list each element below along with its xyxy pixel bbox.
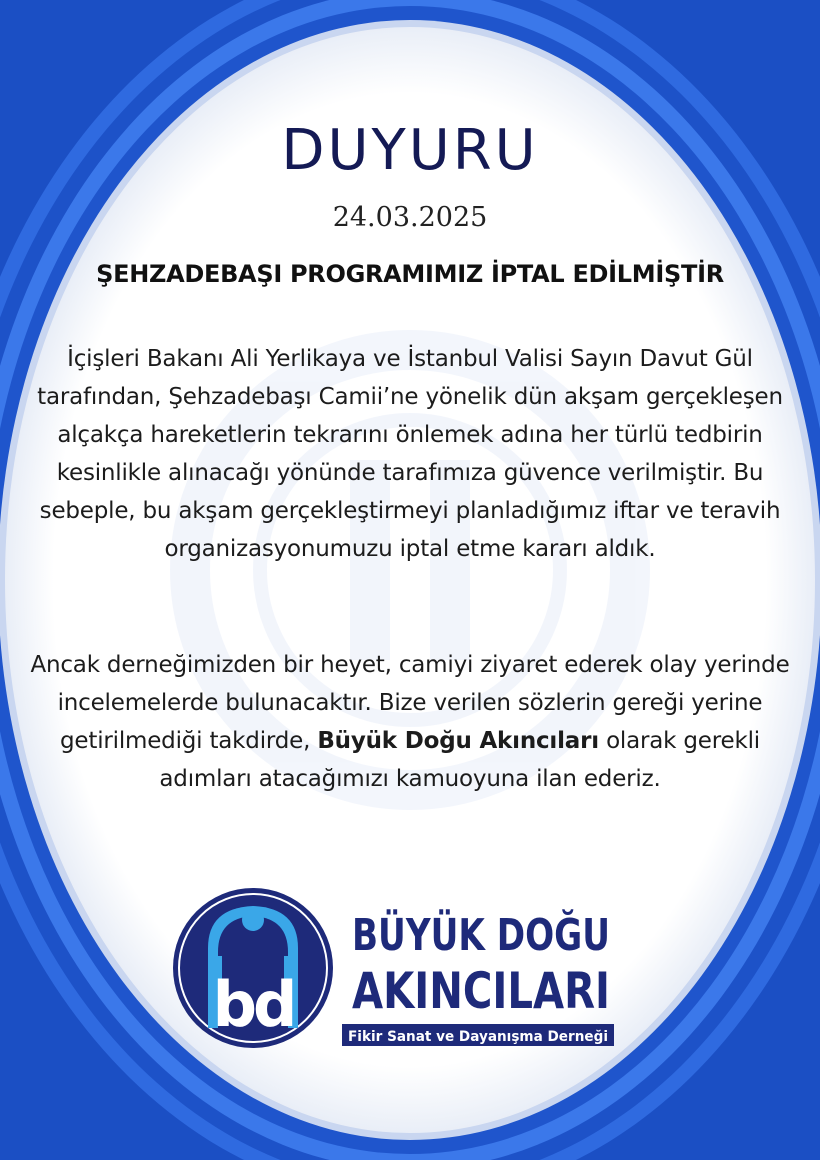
paragraph-2-text-start: Ancak derneğimizden bir heyet, camiyi ziyaret ederek olay yerinde incelemelerde bulunacaktır. Bize verilen sözlerin gereği yerine getirilmediği takdirde, [30,652,790,754]
paragraph-1: İçişleri Bakanı Ali Yerlikaya ve İstanbul Valisi Sayın Davut Gül tarafından, Şehzadebaşı Camii’ne yönelik dün akşam gerçekleşen alçakça hareketlerin tekrarını önlemek adına her türlü tedbirin kesinlikle alınacağı yönünde tarafımıza güvence verilmiştir. Bu sebeple, bu akşam gerçekleştirmeyi planladığımız iftar ve teravih organizasyonumuzu iptal etme kararı aldık. [37,346,783,562]
organization-logo [170,878,685,1058]
paragraph-2 [30,646,790,798]
logo-monogram-icon [173,888,333,1048]
logo-tagline: Fikir Sanat ve Dayanışma Derneği [348,1029,608,1045]
logo-line-2: AKINCILARI [352,962,610,1020]
logo-line-1: BÜYÜK DOĞU [352,910,685,961]
announcement-date: 24.03.2025 [332,202,488,233]
organization-name-bold: Büyük Doğu Akıncıları [317,728,599,754]
paragraph-2-text-end: olarak gerekli adımları atacağımızı kamuoyuna ilan ederiz. [159,728,760,792]
headline: ŞEHZADEBAŞI PROGRAMIMIZ İPTAL EDİLMİŞTİR [96,260,724,288]
page-title: DUYURU [281,118,539,183]
logo-monogram-text: bd [212,968,294,1041]
